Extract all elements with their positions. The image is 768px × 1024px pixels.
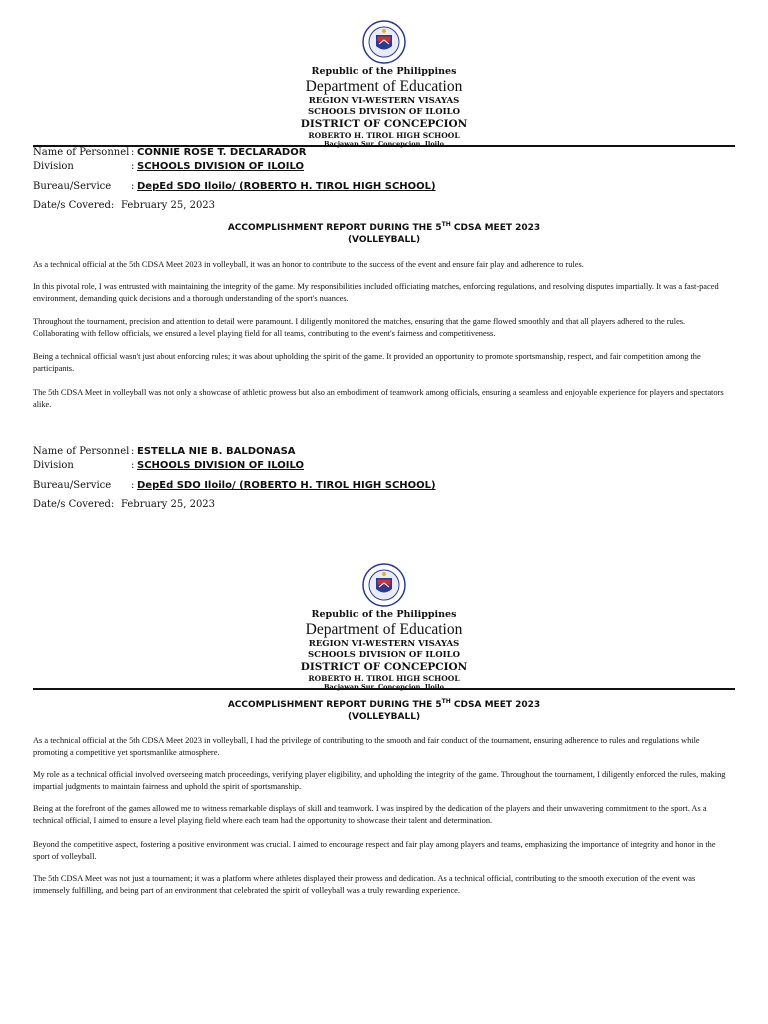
header-rule-2: [33, 688, 735, 690]
dates-row: Date/s Covered: February 25, 2023: [33, 499, 216, 510]
paragraph: The 5th CDSA Meet in volleyball was not only a showcase of athletic prowess but also an embodiment of teamwork among officials, ensuring a seamless and enjoyable experience for players and spectators alike.: [33, 388, 724, 409]
school-line: ROBERTO H. TIROL HIGH SCHOOL: [308, 674, 460, 683]
personnel-name: ESTELLA NIE B. BALDONASA: [137, 446, 296, 457]
division-row: Division : SCHOOLS DIVISION OF ILOILO: [33, 460, 305, 471]
dates-row: Date/s Covered: February 25, 2023: [33, 200, 216, 211]
division-value: SCHOOLS DIVISION OF ILOILO: [137, 161, 305, 172]
school-line: ROBERTO H. TIROL HIGH SCHOOL: [308, 131, 460, 140]
address-line: Bacjawan Sur, Concepcion, Iloilo: [324, 140, 444, 148]
name-row: Name of Personnel : CONNIE ROSE T. DECLARADOR: [33, 147, 307, 158]
dates-value: February 25, 2023: [121, 499, 216, 510]
paragraph: The 5th CDSA Meet was not just a tournament; it was a platform where athletes displayed their prowess and dedication. As a technical official, contributing to the smooth execution of the event was immensely fulfilling, and being part of an environment that celebrated the spirit of volleyball was a truly rewarding experience.: [33, 874, 696, 895]
name-row: Name of Personnel : ESTELLA NIE B. BALDONASA: [33, 446, 296, 457]
region-line: REGION VI-WESTERN VISAYAS: [308, 639, 460, 649]
letterhead-2: [0, 563, 768, 691]
paragraph: Throughout the tournament, precision and attention to detail were paramount. I diligently monitored the matches, ensuring that the game flowed smoothly and that all players adhered to the rules. Collaborating with fellow officials, we ensured a level playing field for all teams, contributing to the event's fairness and competitiveness.: [33, 317, 686, 338]
district-line: DISTRICT OF CONCEPCION: [300, 118, 468, 130]
personnel-name: CONNIE ROSE T. DECLARADOR: [137, 147, 307, 158]
address-line: Bacjawan Sur, Concepcion, Iloilo: [324, 683, 444, 691]
bureau-value: DepEd SDO Iloilo/ (ROBERTO H. TIROL HIGH SCHOOL): [137, 181, 436, 192]
department-line: Department of Education: [305, 78, 463, 95]
paragraph: In this pivotal role, I was entrusted with maintaining the integrity of the game. My responsibilities included officiating matches, enforcing regulations, and resolving disputes impartially. It was a fast-paced environment, demanding quick decisions and a thorough understanding of the sport's nuances.: [33, 282, 719, 303]
report-subtitle-2: (VOLLEYBALL): [347, 712, 421, 722]
division-line: SCHOOLS DIVISION OF ILOILO: [307, 107, 461, 117]
bureau-row: Bureau/Service : DepEd SDO Iloilo/ (ROBERTO H. TIROL HIGH SCHOOL): [33, 480, 436, 491]
bureau-row: Bureau/Service : DepEd SDO Iloilo/ (ROBERTO H. TIROL HIGH SCHOOL): [33, 181, 436, 192]
report-subtitle-1: (VOLLEYBALL): [347, 235, 421, 245]
division-line: SCHOOLS DIVISION OF ILOILO: [307, 650, 461, 660]
republic-line: Republic of the Philippines: [311, 66, 457, 77]
region-line: REGION VI-WESTERN VISAYAS: [308, 96, 460, 106]
letterhead-1: [0, 20, 768, 148]
report-title-2: ACCOMPLISHMENT REPORT DURING THE 5TH CDSA MEET 2023 (VOLLEYBALL): [0, 696, 768, 723]
paragraph: As a technical official at the 5th CDSA Meet 2023 in volleyball, I had the privilege of contributing to the smooth and fair conduct of the tournament, ensuring adherence to rules and regulations while promoting a competitive yet sportsmanlike atmosphere.: [33, 736, 700, 757]
division-row: Division : SCHOOLS DIVISION OF ILOILO: [33, 161, 305, 172]
personnel-info-1: [33, 146, 436, 212]
paragraph: My role as a technical official involved overseeing match proceedings, verifying player eligibility, and upholding the integrity of the game. Throughout the tournament, I diligently enforced the rules, making impartial judgments to maintain fairness and uphold the spirit of sportsmanship.: [33, 770, 726, 791]
district-line: DISTRICT OF CONCEPCION: [300, 661, 468, 673]
report-title-1: ACCOMPLISHMENT REPORT DURING THE 5TH CDSA MEET 2023 (VOLLEYBALL): [0, 219, 768, 246]
dates-value: February 25, 2023: [121, 200, 216, 211]
bureau-value: DepEd SDO Iloilo/ (ROBERTO H. TIROL HIGH SCHOOL): [137, 480, 436, 491]
department-line: Department of Education: [305, 621, 463, 638]
paragraph: Beyond the competitive aspect, fostering a positive environment was crucial. I aimed to encourage respect and fair play among players and teams, emphasizing the importance of integrity and honor in the sport of volleyball.: [33, 840, 716, 861]
republic-line: Republic of the Philippines: [311, 609, 457, 620]
deped-seal-icon: [362, 563, 406, 607]
paragraph: Being at the forefront of the games allowed me to witness remarkable displays of skill and teamwork. I was inspired by the dedication of the players and their unwavering commitment to the sport. As a technical official, I aimed to ensure a level playing field where each team had the opportunity to showcase their talent and determination.: [33, 804, 707, 825]
paragraph: Being a technical official wasn't just about enforcing rules; it was about upholding the spirit of the game. It provided an opportunity to promote sportsmanship, respect, and fair competition among the participants.: [33, 352, 701, 373]
division-value: SCHOOLS DIVISION OF ILOILO: [137, 460, 305, 471]
paragraph: As a technical official at the 5th CDSA Meet 2023 in volleyball, it was an honor to contribute to the success of the event and ensure fair play and adherence to rules.: [33, 260, 584, 269]
deped-seal-icon: [362, 20, 406, 64]
personnel-info-2: [33, 445, 436, 511]
